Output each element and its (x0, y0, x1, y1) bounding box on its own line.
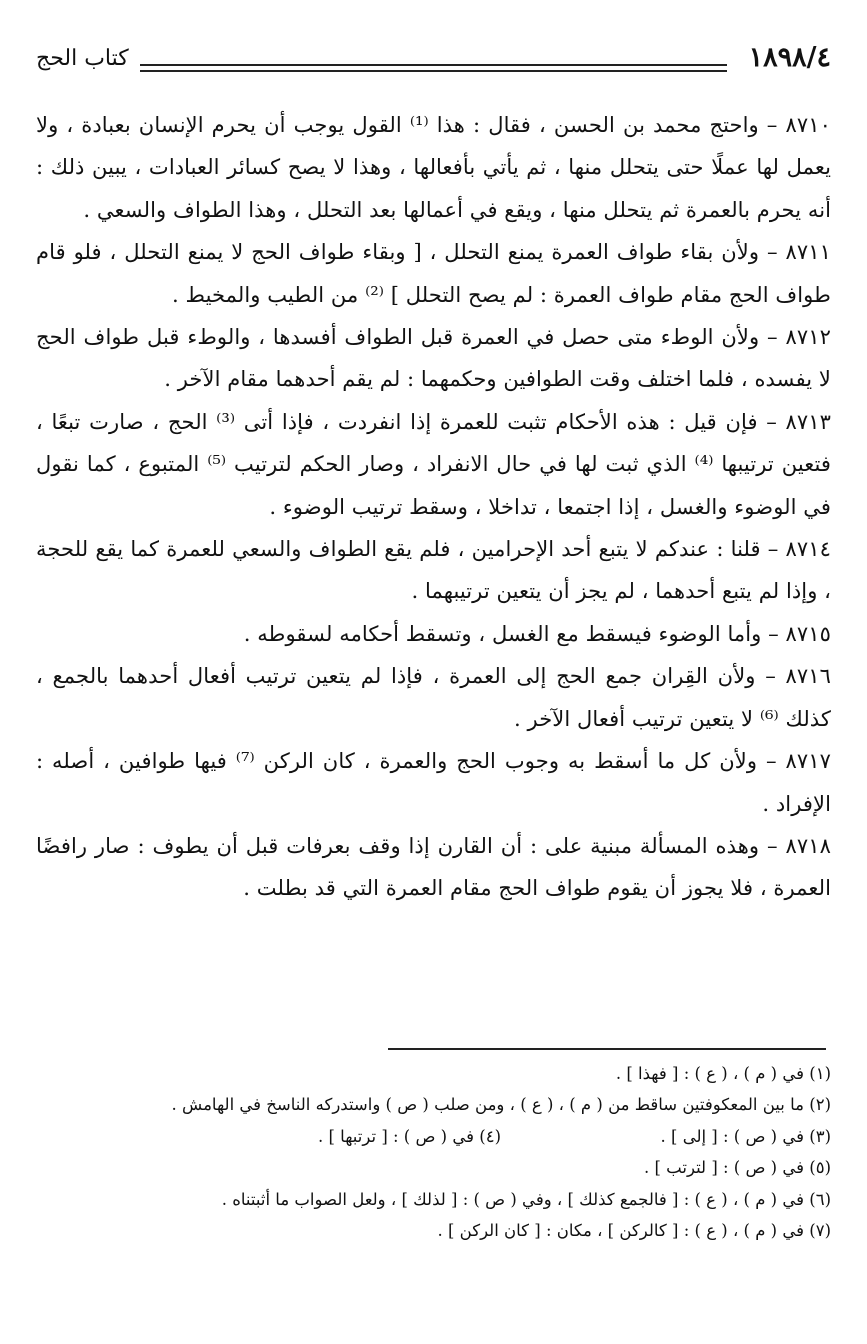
footnotes (36, 1058, 831, 1246)
header-rule-bottom (140, 70, 727, 72)
page-header (32, 40, 835, 84)
main-text (36, 104, 831, 910)
book-title: كتاب الحج (36, 46, 129, 71)
paragraph-8718: ٨٧١٨ – وهذه المسألة مبنية على : أن القارن إذا وقف بعرفات قبل أن يطوف : صار رافضًا العمرة ، فلا يجوز أن يقوم طواف الحج مقام العمرة التي قد بطلت . (36, 832, 831, 901)
paragraph-8710: ٨٧١٠ – واحتج محمد بن الحسن ، فقال : هذا ⁽¹⁾ القول يوجب أن يحرم الإنسان بعبادة ، ولا يعمل لها عملًا حتى يتحلل منها ، ثم يأتي بأفعالها ، وهذا لا يصح كسائر العبادات ، يبين ذلك : أنه يحرم بالعمرة ثم يتحلل منها ، ويقع في أعمالها بعد التحلل ، وهذا الطواف والسعي . (36, 112, 831, 222)
footnote-6: (٦) في ( م ) ، ( ع ) : [ فالجمع كذلك ] ، وفي ( ص ) : [ لذلك ] ، ولعل الصواب ما أثبتناه . (221, 1189, 831, 1209)
footnote-2: (٢) ما بين المعكوفتين ساقط من ( م ) ، ( ع ) ، ومن صلب ( ص ) واستدركه الناسخ في الهامش . (171, 1095, 831, 1115)
paragraph-8711: ٨٧١١ – ولأن بقاء طواف العمرة يمنع التحلل ، [ وبقاء طواف الحج لا يمنع التحلل ، فلو قام طواف الحج مقام طواف العمرة : لم يصح التحلل ] ⁽²⁾ من الطيب والمخيط . (36, 239, 831, 307)
page-number: ١٨٩٨/٤ (748, 42, 831, 73)
paragraph-8717: ٨٧١٧ – ولأن كل ما أسقط به وجوب الحج والعمرة ، كان الركن ⁽⁷⁾ فيها طوافين ، أصله : الإفراد . (36, 748, 831, 816)
footnote-row-3-4 (36, 1121, 831, 1152)
header-rule-top (140, 64, 727, 66)
paragraph-8713: ٨٧١٣ – فإن قيل : هذه الأحكام تثبت للعمرة إذا انفردت ، فإذا أتى ⁽³⁾ الحج ، صارت تبعًا ، فتعين ترتيبها ⁽⁴⁾ الذي ثبت لها في حال الانفراد ، وصار الحكم لترتيب ⁽⁵⁾ المتبوع ، كما نقول في الوضوء والغسل ، إذا اجتمعا ، تداخلا ، وسقط ترتيب الوضوء . (36, 408, 831, 519)
paragraph-8716: ٨٧١٦ – ولأن القِران جمع الحج إلى العمرة ، فإذا لم يتعين ترتيب أفعال أحدهما بالجمع ، كذلك ⁽⁶⁾ لا يتعين ترتيب أفعال الآخر . (36, 663, 831, 731)
paragraph-8715: ٨٧١٥ – وأما الوضوء فيسقط مع الغسل ، وتسقط أحكامه لسقوطه . (243, 620, 831, 646)
paragraph-8714: ٨٧١٤ – قلنا : عندكم لا يتبع أحد الإحرامين ، فلم يقع الطواف والسعي للعمرة كما يقع للحجة ، وإذا لم يتبع أحدهما ، لم يجز أن يتعين ترتيبهما . (36, 536, 831, 604)
footnote-5: (٥) في ( ص ) : [ لترتب ] . (644, 1158, 831, 1178)
footnote-separator (388, 1048, 826, 1050)
paragraph-8712: ٨٧١٢ – ولأن الوطء متى حصل في العمرة قبل الطواف أفسدها ، والوطء قبل طواف الحج لا يفسده ، فلما اختلف وقت الطوافين وحكمهما : لم يقم أحدهما مقام الآخر . (36, 324, 831, 392)
footnote-1: (١) في ( م ) ، ( ع ) : [ فهذا ] . (615, 1064, 831, 1083)
footnote-7: (٧) في ( م ) ، ( ع ) : [ كالركن ] ، مكان : [ كان الركن ] . (437, 1220, 831, 1240)
footnote-4: (٤) في ( ص ) : [ ترتبها ] . (318, 1126, 501, 1146)
footnote-3: (٣) في ( ص ) : [ إلى ] . (660, 1126, 831, 1146)
